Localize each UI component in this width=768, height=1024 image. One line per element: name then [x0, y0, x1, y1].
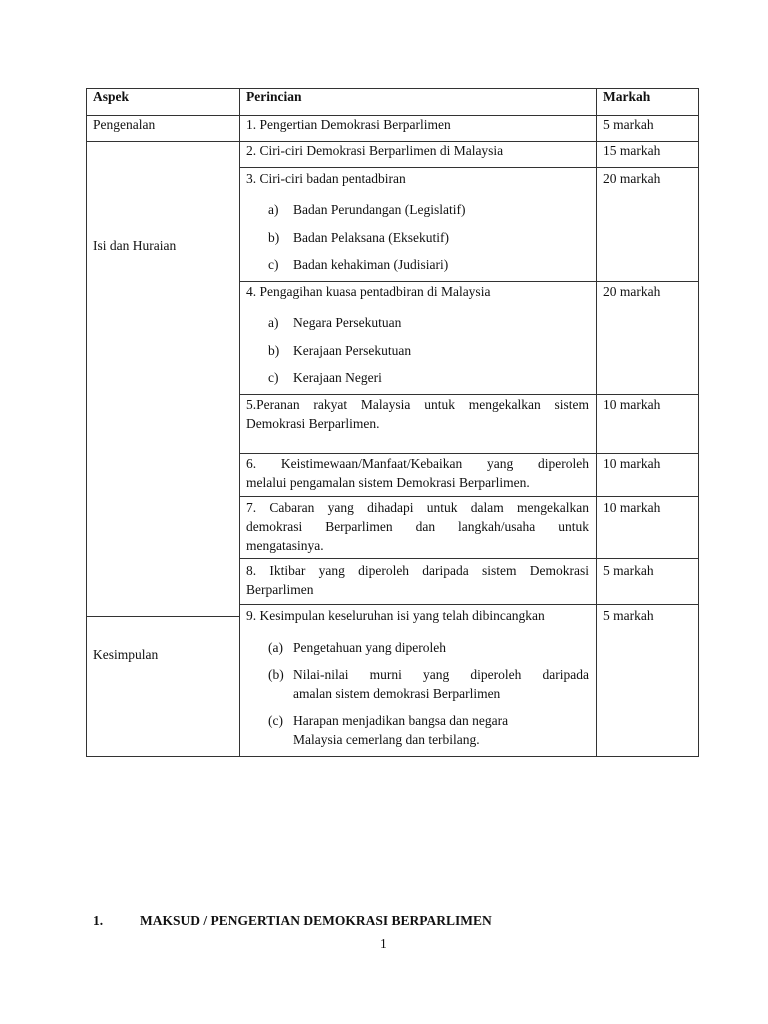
- list-marker: a): [268, 315, 279, 330]
- list-item-text: Negara Persekutuan: [293, 315, 402, 330]
- table-row-divider: [239, 604, 699, 605]
- row-7-line-1: 7. Cabaran yang dihadapi untuk dalam mengekalkan: [246, 500, 589, 515]
- list-item-text: Pengetahuan yang diperoleh: [293, 640, 446, 655]
- header-marks: Markah: [603, 89, 651, 104]
- aspect-content: Isi dan Huraian: [93, 238, 177, 253]
- row-5-line-2: Demokrasi Berparlimen.: [246, 416, 380, 431]
- row-4-text: 4. Pengagihan kuasa pentadbiran di Malaysia: [246, 284, 491, 299]
- row-6-line-2: melalui pengamalan sistem Demokrasi Berparlimen.: [246, 475, 530, 490]
- row-3-text: 3. Ciri-ciri badan pentadbiran: [246, 171, 406, 186]
- row-9-sub-b-line-2: amalan sistem demokrasi Berparlimen: [293, 686, 501, 701]
- page-number: 1: [380, 936, 387, 951]
- row-5-line-1: 5.Peranan rakyat Malaysia untuk mengekalkan sistem: [246, 397, 589, 412]
- table-border-bottom: [86, 756, 699, 757]
- row-2-marks: 15 markah: [603, 143, 661, 158]
- row-9-sub-c-line-2: Malaysia cemerlang dan terbilang.: [293, 732, 480, 747]
- row-9-text: 9. Kesimpulan keseluruhan isi yang telah dibincangkan: [246, 608, 545, 623]
- row-4-marks: 20 markah: [603, 284, 661, 299]
- list-marker: a): [268, 202, 279, 217]
- table-divider-col1: [239, 88, 240, 757]
- row-8-line-2: Berparlimen: [246, 582, 314, 597]
- table-row-divider: [86, 616, 240, 617]
- list-item-text: Badan kehakiman (Judisiari): [293, 257, 449, 272]
- list-marker: c): [268, 257, 279, 272]
- row-1-text: 1. Pengertian Demokrasi Berparlimen: [246, 117, 451, 132]
- table-row-divider: [239, 558, 699, 559]
- row-8-marks: 5 markah: [603, 563, 654, 578]
- table-divider-col2: [596, 88, 597, 757]
- aspect-intro: Pengenalan: [93, 117, 156, 132]
- table-row-divider: [239, 496, 699, 497]
- list-marker: (a): [268, 640, 283, 655]
- list-item-text: Badan Perundangan (Legislatif): [293, 202, 466, 217]
- table-border-left: [86, 88, 87, 757]
- row-9-marks: 5 markah: [603, 608, 654, 623]
- list-item-text: Badan Pelaksana (Eksekutif): [293, 230, 449, 245]
- header-details: Perincian: [246, 89, 302, 104]
- table-border-right: [698, 88, 699, 757]
- list-marker: (b): [268, 667, 284, 682]
- row-9-sub-b-line-1: Nilai-nilai murni yang diperoleh daripada: [293, 667, 589, 682]
- list-marker: c): [268, 370, 279, 385]
- header-aspect: Aspek: [93, 89, 130, 104]
- list-item-text: Kerajaan Negeri: [293, 370, 382, 385]
- row-2-text: 2. Ciri-ciri Demokrasi Berparlimen di Malaysia: [246, 143, 504, 158]
- table-row-divider: [239, 167, 699, 168]
- section-title: MAKSUD / PENGERTIAN DEMOKRASI BERPARLIMEN: [140, 913, 492, 928]
- row-1-marks: 5 markah: [603, 117, 654, 132]
- row-9-sub-c-line-1: Harapan menjadikan bangsa dan negara: [293, 713, 509, 728]
- row-6-marks: 10 markah: [603, 456, 661, 471]
- row-7-line-3: mengatasinya.: [246, 538, 324, 553]
- list-marker: (c): [268, 713, 283, 728]
- row-3-marks: 20 markah: [603, 171, 661, 186]
- section-number: 1.: [93, 913, 104, 928]
- list-item-text: Kerajaan Persekutuan: [293, 343, 412, 358]
- aspect-conclusion: Kesimpulan: [93, 647, 159, 662]
- row-7-line-2: demokrasi Berparlimen dan langkah/usaha untuk: [246, 519, 589, 534]
- list-marker: b): [268, 230, 280, 245]
- row-6-line-1: 6. Keistimewaan/Manfaat/Kebaikan yang diperoleh: [246, 456, 589, 471]
- list-marker: b): [268, 343, 280, 358]
- row-8-line-1: 8. Iktibar yang diperoleh daripada sistem Demokrasi: [246, 563, 589, 578]
- row-5-marks: 10 markah: [603, 397, 661, 412]
- row-7-marks: 10 markah: [603, 500, 661, 515]
